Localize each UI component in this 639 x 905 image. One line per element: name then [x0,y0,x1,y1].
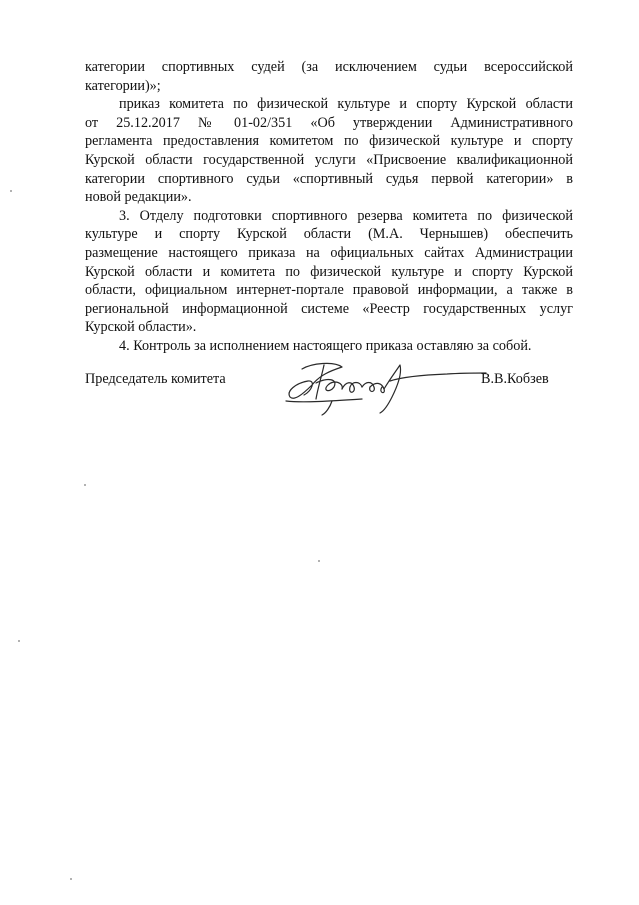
paragraph-3-line-6: региональной информационной системе «Реестр государственных услуг [85,300,573,317]
paragraph-2-line-6: новой редакции». [85,189,192,206]
paragraph-3-line-1: 3. Отделу подготовки спортивного резерва комитета по физической [119,207,573,224]
handwritten-signature [272,361,487,419]
paragraph-3-line-7: Курской области». [85,319,197,336]
scan-speck [18,640,20,642]
paragraph-2-line-1: приказ комитета по физической культуре и спорту Курской области [119,96,573,113]
paragraph-2-line-3: регламента предоставления комитетом по физической культуре и спорту [85,133,573,150]
paragraph-3-line-5: области, официальном интернет-портале правовой информации, а также в [85,282,573,299]
paragraph-2-line-2: от 25.12.2017 № 01-02/351 «Об утверждении Административного [85,114,573,131]
signatory-name: В.В.Кобзев [481,371,549,387]
document-text [85,58,573,356]
paragraph-4 [85,337,573,356]
paragraph-2-line-4: Курской области государственной услуги «Присвоение квалификационной [85,151,573,168]
scan-speck [10,190,12,192]
paragraph-4-line-1: 4. Контроль за исполнением настоящего приказа оставляю за собой. [119,337,532,354]
signatory-title: Председатель комитета [85,371,226,387]
scan-speck [84,484,86,486]
scan-speck [318,560,320,562]
paragraph-2-line-5: категории спортивного судьи «спортивный судья первой категории» в [85,170,573,187]
paragraph-3-line-2: культуре и спорту Курской области (М.А. Чернышев) обеспечить [85,226,573,243]
paragraph-3-line-4: Курской области и комитета по физической культуре и спорту Курской [85,263,573,280]
paragraph-1-line-1: категории спортивных судей (за исключением судьи всероссийской [85,59,573,75]
scan-speck [70,878,72,880]
signature-block [85,361,573,421]
paragraph-2 [85,95,573,207]
paragraph-3 [85,207,573,337]
paragraph-3-line-3: размещение настоящего приказа на официальных сайтах Администрации [85,244,573,261]
paragraph-1-line-2: категории)»; [85,77,161,94]
paragraph-1 [85,58,573,95]
